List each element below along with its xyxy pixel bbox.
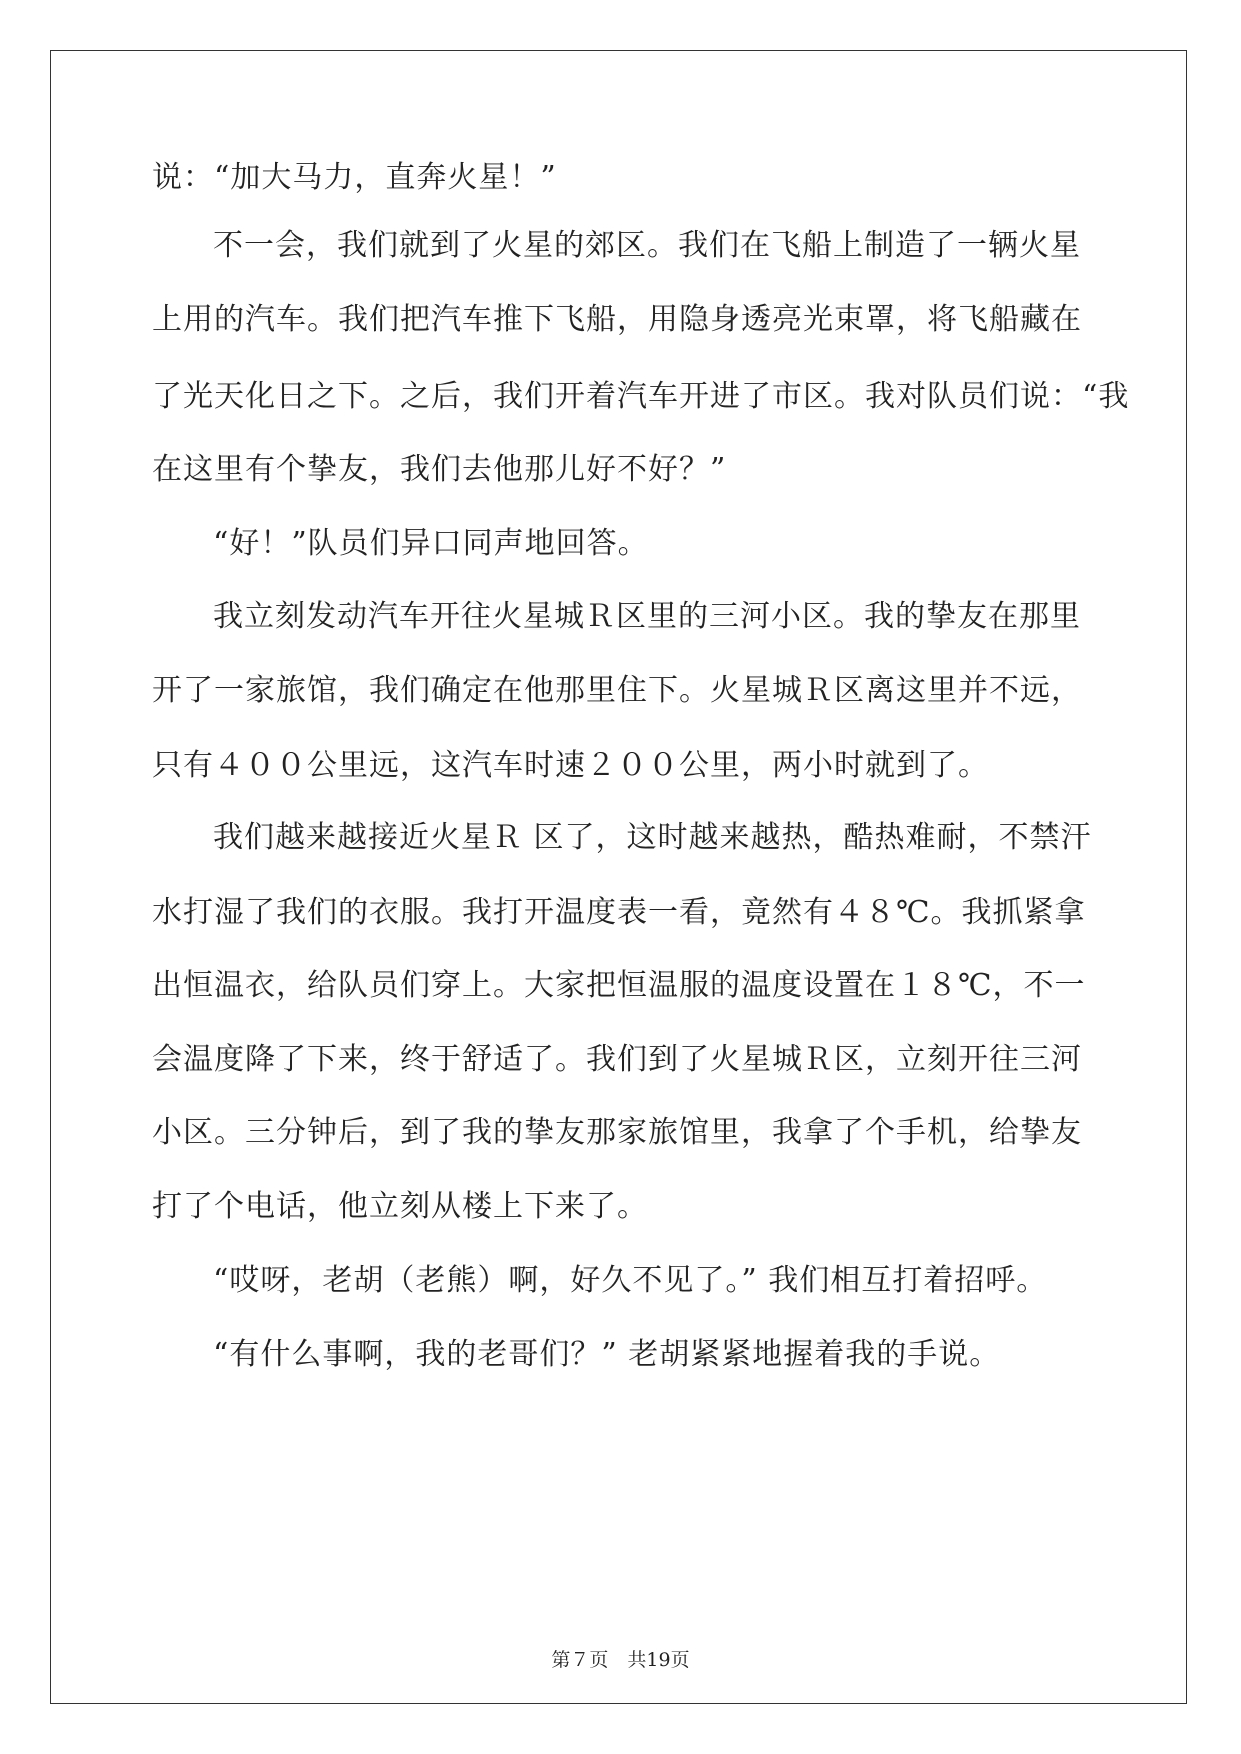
text-line: 会温度降了下来，终于舒适了。我们到了火星城Ｒ区，立刻开往三河: [152, 1042, 1082, 1077]
text-line: 只有４００公里远，这汽车时速２００公里，两小时就到了。: [152, 748, 989, 783]
text-line: 上用的汽车。我们把汽车推下飞船，用隐身透亮光束罩，将飞船藏在: [152, 302, 1082, 337]
text-line: 我立刻发动汽车开往火星城Ｒ区里的三河小区。我的挚友在那里: [213, 599, 1081, 634]
text-line: 在这里有个挚友，我们去他那儿好不好？”: [152, 452, 727, 487]
text-line: “好！”队员们异口同声地回答。: [213, 526, 649, 561]
text-line: 水打湿了我们的衣服。我打开温度表一看，竟然有４８℃。我抓紧拿: [152, 895, 1086, 930]
text-line: 说：“加大马力，直奔火星！”: [152, 160, 557, 195]
text-line: 出恒温衣，给队员们穿上。大家把恒温服的温度设置在１８℃，不一: [152, 968, 1086, 1003]
text-line: 打了个电话，他立刻从楼上下来了。: [152, 1189, 648, 1224]
text-line: “有什么事啊，我的老哥们？” 老胡紧紧地握着我的手说。: [213, 1337, 1001, 1372]
page-border: [50, 50, 1187, 1704]
page-number: 第７页 共19页: [551, 1649, 690, 1671]
text-line: 开了一家旅馆，我们确定在他那里住下。火星城Ｒ区离这里并不远，: [152, 673, 1082, 708]
text-line: “哎呀，老胡（老熊）啊，好久不见了。” 我们相互打着招呼。: [213, 1263, 1048, 1298]
text-line: 我们越来越接近火星Ｒ 区了，这时越来越热，酷热难耐，不禁汗: [213, 820, 1092, 855]
text-line: 不一会，我们就到了火星的郊区。我们在飞船上制造了一辆火星: [213, 228, 1081, 263]
text-line: 小区。三分钟后，到了我的挚友那家旅馆里，我拿了个手机，给挚友: [152, 1115, 1082, 1150]
text-line: 了光天化日之下。之后，我们开着汽车开进了市区。我对队员们说：“我: [152, 379, 1130, 414]
